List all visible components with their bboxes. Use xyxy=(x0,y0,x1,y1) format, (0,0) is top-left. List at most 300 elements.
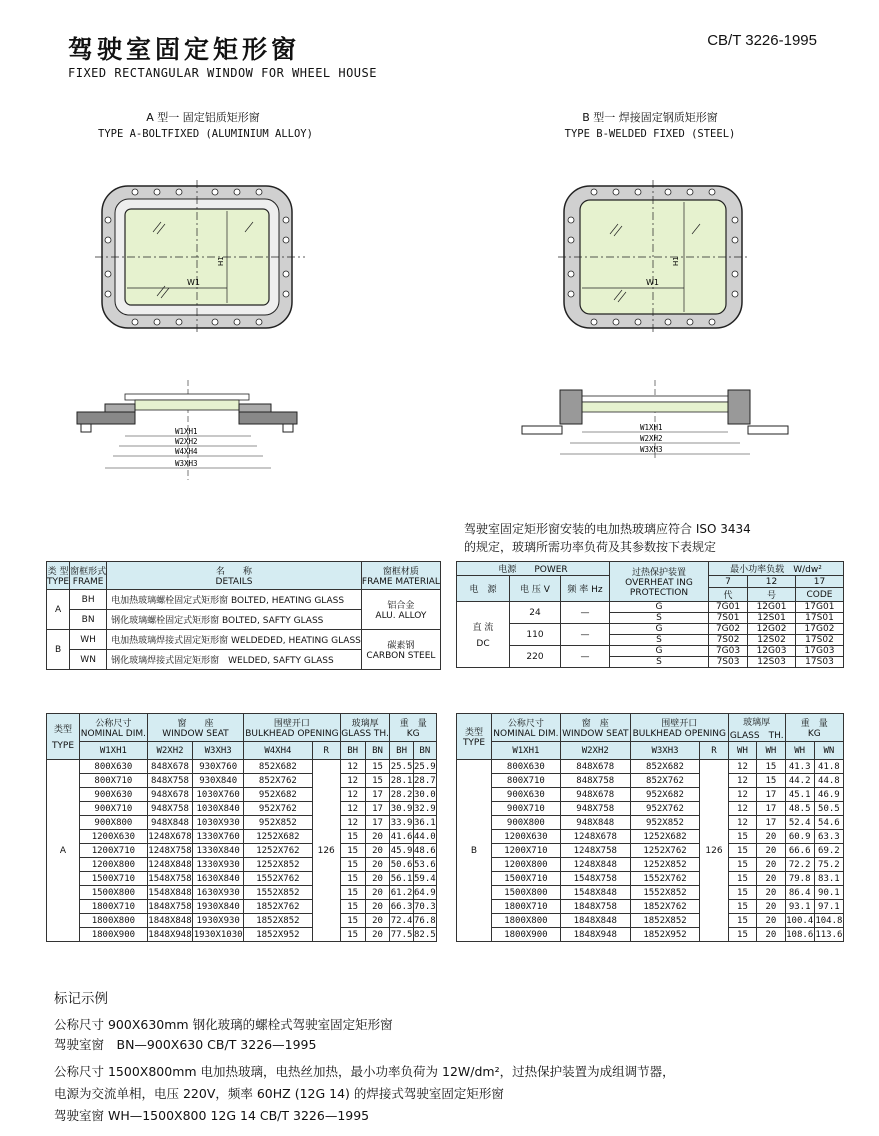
db-h-seat-en: WINDOW SEAT xyxy=(562,729,629,739)
table-row xyxy=(47,802,437,816)
pt-code: 17S01 xyxy=(795,613,843,624)
db-cell: 1852X852 xyxy=(630,914,699,928)
da-cell: 12 xyxy=(340,816,365,830)
a-w2xh2: W2XH2 xyxy=(175,437,198,446)
da-cell: 50.6 xyxy=(390,859,413,870)
db-h-bulk-cn: 围壁开口 xyxy=(661,719,698,729)
db-cell: 1252X682 xyxy=(630,830,699,844)
da-cell: 28.2 xyxy=(390,789,413,800)
da-cell: 59.4 xyxy=(414,873,436,884)
db-cell: 1248X848 xyxy=(560,858,630,872)
db-cell: 948X678 xyxy=(560,788,630,802)
pt-prot: S xyxy=(610,635,709,646)
type-b-front-drawing xyxy=(558,180,748,332)
pt-h-code-en: CODE xyxy=(795,588,843,602)
da-subheader: W3XH3 xyxy=(193,742,244,760)
pt-code: 12G03 xyxy=(748,646,796,657)
da-h-glass-cn: 玻璃厚 xyxy=(351,719,379,729)
h1-label: H1 xyxy=(217,256,225,266)
type-b-section-drawing xyxy=(520,380,790,460)
db-cell: 54.6 xyxy=(814,816,843,830)
da-cell: 848X758 xyxy=(147,774,192,788)
db-cell: 15 xyxy=(728,844,756,858)
db-cell: 15 xyxy=(728,928,756,942)
da-cell: 36.1 xyxy=(414,817,436,828)
db-cell: 15 xyxy=(728,858,756,872)
table-row xyxy=(457,900,844,914)
a-w3xh3: W3XH3 xyxy=(175,459,198,468)
db-cell: 1248X678 xyxy=(560,830,630,844)
w1-label-b: W1 xyxy=(646,278,659,287)
tt-mat-a-cn: 铝合金 xyxy=(387,601,415,611)
da-cell: 28.7 xyxy=(414,775,436,786)
db-cell: 12 xyxy=(728,774,756,788)
db-cell: 97.1 xyxy=(814,900,843,914)
iso-note-line1: 驾驶室固定矩形窗安装的电加热玻璃应符合 ISO 3434 xyxy=(464,522,751,536)
db-subheader: WH xyxy=(728,742,756,760)
da-cell: 1548X848 xyxy=(148,887,192,898)
pt-code: 7S02 xyxy=(709,635,748,646)
da-cell: 15 xyxy=(340,886,365,900)
pt-prot: G xyxy=(610,602,709,613)
tt-h-details-en: DETAILS xyxy=(215,577,253,587)
db-h-seat-cn: 窗 座 xyxy=(581,719,609,729)
da-cell: 1848X848 xyxy=(148,915,192,926)
da-cell: 1930X840 xyxy=(193,900,244,914)
pt-h-voltage: 电 压 V xyxy=(510,576,561,602)
db-cell: 1800X710 xyxy=(492,900,561,914)
db-cell: 83.1 xyxy=(814,872,843,886)
db-cell: 15 xyxy=(728,872,756,886)
da-cell: 12 xyxy=(340,760,365,774)
standard-code: CB/T 3226-1995 xyxy=(707,32,817,49)
db-cell: 104.8 xyxy=(815,915,843,926)
db-cell: 1552X852 xyxy=(630,886,699,900)
pt-prot: S xyxy=(610,657,709,668)
db-h-wt-en: KG xyxy=(807,729,821,739)
da-cell: 1852X762 xyxy=(244,900,313,914)
pt-code: 17G03 xyxy=(795,646,843,657)
pt-dc-cn: 直 流 xyxy=(472,623,494,633)
db-cell: 800X630 xyxy=(492,760,561,774)
db-cell: 1200X710 xyxy=(492,844,561,858)
b-w2xh2: W2XH2 xyxy=(640,434,663,443)
pt-code: 17S03 xyxy=(795,657,843,668)
da-cell: 20 xyxy=(365,928,390,942)
db-cell: 1200X630 xyxy=(492,830,561,844)
db-cell: 50.5 xyxy=(814,802,843,816)
da-h-seat-cn: 窗 座 xyxy=(177,719,214,729)
table-row xyxy=(457,774,844,788)
db-cell: 45.1 xyxy=(785,788,814,802)
da-cell: 1248X848 xyxy=(148,859,192,870)
db-cell: 20 xyxy=(757,844,785,858)
h1-label-b: H1 xyxy=(672,256,680,266)
type-a-caption xyxy=(98,109,313,140)
da-h-glass-en: GLASS TH. xyxy=(341,729,389,739)
da-cell: 17 xyxy=(365,788,390,802)
table-row xyxy=(457,858,844,872)
tt-details: 电加热玻璃焊接式固定矩形窗 WELDEDED, HEATING GLASS xyxy=(107,630,362,650)
db-h-nom-en: NOMINAL DIM. xyxy=(493,729,559,739)
type-a-front-drawing xyxy=(95,180,305,332)
tt-h-mat-en: FRAME MATERIAL xyxy=(361,577,440,587)
table-row xyxy=(457,872,844,886)
iso-note-line2: 的规定，玻璃所需功率负荷及其参数按下表规定 xyxy=(464,540,717,554)
marking-line2: 驾驶室窗 BN—900X630 CB/T 3226—1995 xyxy=(54,1037,317,1052)
da-cell: 15 xyxy=(365,774,390,788)
da-cell: 952X852 xyxy=(244,816,313,830)
pt-dash: — xyxy=(561,602,610,624)
table-row xyxy=(47,830,437,844)
da-cell: 1030X930 xyxy=(193,816,244,830)
table-row xyxy=(47,774,437,788)
da-cell: 852X762 xyxy=(244,774,313,788)
db-cell: 17 xyxy=(757,788,785,802)
pt-h-freq: 频 率 Hz xyxy=(561,576,610,602)
db-h-wt-cn: 重 量 xyxy=(800,719,828,729)
tt-frame: BH xyxy=(70,590,107,610)
tt-h-mat-cn: 窗框材质 xyxy=(382,567,419,577)
tt-mat-a-en: ALU. ALLOY xyxy=(375,611,427,621)
table-row xyxy=(47,844,437,858)
tt-type-a: A xyxy=(47,590,70,630)
da-cell: 15 xyxy=(340,914,365,928)
table-row xyxy=(47,858,437,872)
da-h-wt-en: KG xyxy=(406,729,420,739)
da-cell: 28.1 xyxy=(390,775,413,786)
da-cell: 17 xyxy=(365,816,390,830)
pt-voltage: 24 xyxy=(510,602,561,624)
db-subheader: W2XH2 xyxy=(560,742,630,760)
db-subheader: WH xyxy=(785,742,814,760)
pt-code: 17G02 xyxy=(795,624,843,635)
db-cell: 72.2 xyxy=(785,858,814,872)
da-cell: 930X840 xyxy=(193,774,244,788)
da-cell: 1030X840 xyxy=(193,802,244,816)
da-cell: 15 xyxy=(340,928,365,942)
da-subheader: W4XH4 xyxy=(244,742,313,760)
tt-h-frame-en: FRAME xyxy=(72,577,104,587)
db-cell: 1552X762 xyxy=(630,872,699,886)
table-row xyxy=(47,788,437,802)
db-cell: 20 xyxy=(757,830,785,844)
da-cell: 48.6 xyxy=(414,845,436,856)
da-cell: 56.1 xyxy=(390,873,413,884)
tt-type-b: B xyxy=(47,630,70,670)
da-cell: 20 xyxy=(365,872,390,886)
db-cell: 1848X758 xyxy=(560,900,630,914)
da-cell: 15 xyxy=(340,844,365,858)
db-h-glass-cn: 玻璃厚 xyxy=(743,717,771,728)
da-cell: 20 xyxy=(365,886,390,900)
da-subheader: BH xyxy=(390,742,413,760)
da-cell: 1248X678 xyxy=(148,831,192,842)
da-cell: 1800X710 xyxy=(80,900,148,914)
da-cell: 64.9 xyxy=(414,887,436,898)
dimension-table-b xyxy=(456,713,844,942)
b-w3xh3: W3XH3 xyxy=(640,445,663,454)
da-h-seat-en: WINDOW SEAT xyxy=(162,729,229,739)
da-cell: 1848X758 xyxy=(148,901,192,912)
db-cell: 17 xyxy=(757,816,785,830)
da-cell: 25.9 xyxy=(414,761,436,772)
db-subheader: W3XH3 xyxy=(630,742,699,760)
db-cell: 20 xyxy=(757,858,785,872)
da-r: 126 xyxy=(312,760,340,942)
db-cell: 952X852 xyxy=(630,816,699,830)
table-row xyxy=(47,872,437,886)
da-cell: 17 xyxy=(365,802,390,816)
pt-h-min-cn: 最小功率负载 xyxy=(730,565,785,575)
da-cell: 952X762 xyxy=(244,802,313,816)
db-cell: 60.9 xyxy=(785,830,814,844)
da-h-bulk-en: BULKHEAD OPENING xyxy=(245,729,339,739)
da-h-type-cn: 类型 xyxy=(53,725,72,735)
da-cell: 1852X852 xyxy=(244,914,313,928)
da-cell: 900X710 xyxy=(80,802,148,816)
pt-code: 12G02 xyxy=(748,624,796,635)
pt-voltage: 220 xyxy=(510,646,561,668)
table-row xyxy=(47,900,437,914)
db-cell: 86.4 xyxy=(785,886,814,900)
da-cell: 12 xyxy=(340,802,365,816)
type-b-caption-en: TYPE B-WELDED FIXED (STEEL) xyxy=(564,128,736,140)
da-cell: 20 xyxy=(365,914,390,928)
db-cell: 15 xyxy=(757,760,785,774)
tt-frame: WN xyxy=(70,650,107,670)
db-cell: 12 xyxy=(728,816,756,830)
table-row xyxy=(457,802,844,816)
pt-col-7: 7 xyxy=(709,576,748,588)
da-cell: 1630X840 xyxy=(193,872,244,886)
pt-code: 17G01 xyxy=(795,602,843,613)
da-cell: 1030X760 xyxy=(193,788,244,802)
pt-h-min-unit: W/dw² xyxy=(793,565,822,575)
pt-code: 12S01 xyxy=(748,613,796,624)
da-cell: 848X678 xyxy=(147,760,192,774)
da-cell: 1330X930 xyxy=(193,858,244,872)
da-cell: 53.6 xyxy=(414,859,436,870)
db-cell: 952X762 xyxy=(630,802,699,816)
da-cell: 1852X952 xyxy=(244,928,313,942)
pt-dash: — xyxy=(561,646,610,668)
da-type: A xyxy=(47,760,80,942)
pt-code: 7G02 xyxy=(709,624,748,635)
da-cell: 1200X630 xyxy=(80,830,148,844)
da-cell: 900X630 xyxy=(80,788,148,802)
db-h-nom-cn: 公称尺寸 xyxy=(507,719,544,729)
marking-line3: 公称尺寸 1500X800mm 电加热玻璃，电热丝加热，最小功率负荷为 12W/dm²，过热保护装置为成组调节器， xyxy=(54,1064,675,1079)
db-cell: 1500X800 xyxy=(492,886,561,900)
da-cell: 15 xyxy=(365,760,390,774)
pt-code: 7S01 xyxy=(709,613,748,624)
da-cell: 41.6 xyxy=(390,831,413,842)
db-cell: 1852X952 xyxy=(630,928,699,942)
db-cell: 952X682 xyxy=(630,788,699,802)
da-cell: 44.0 xyxy=(414,831,436,842)
db-cell: 41.3 xyxy=(785,760,814,774)
db-subheader: W1XH1 xyxy=(492,742,561,760)
db-cell: 1252X852 xyxy=(630,858,699,872)
table-row xyxy=(457,844,844,858)
da-cell: 25.5 xyxy=(390,761,413,772)
db-cell: 15 xyxy=(728,886,756,900)
da-h-wt-cn: 重 量 xyxy=(399,719,427,729)
da-cell: 1930X930 xyxy=(193,914,244,928)
table-row xyxy=(457,914,844,928)
db-cell: 900X710 xyxy=(492,802,561,816)
pt-h-over-en1: OVERHEAT ING xyxy=(625,578,693,588)
b-w1xh1: W1XH1 xyxy=(640,423,663,432)
db-cell: 46.9 xyxy=(814,788,843,802)
pt-code: 12S03 xyxy=(748,657,796,668)
type-a-caption-cn: A 型一 固定铝质矩形窗 xyxy=(146,111,260,124)
db-cell: 63.3 xyxy=(814,830,843,844)
da-cell: 61.2 xyxy=(390,887,413,898)
da-cell: 15 xyxy=(340,900,365,914)
table-row xyxy=(47,928,437,942)
da-subheader: W1XH1 xyxy=(80,742,148,760)
da-cell: 948X758 xyxy=(147,802,192,816)
db-cell: 900X630 xyxy=(492,788,561,802)
db-subheader: WN xyxy=(814,742,843,760)
pt-code: 12S02 xyxy=(748,635,796,646)
pt-dash: — xyxy=(561,624,610,646)
da-cell: 76.8 xyxy=(414,915,436,926)
da-cell: 930X760 xyxy=(193,760,244,774)
tt-frame: WH xyxy=(70,630,107,650)
pt-prot: G xyxy=(610,624,709,635)
pt-col-17: 17 xyxy=(795,576,843,588)
pt-code: 7S03 xyxy=(709,657,748,668)
db-cell: 52.4 xyxy=(785,816,814,830)
table-row xyxy=(457,928,844,942)
w1-label: W1 xyxy=(187,278,200,287)
da-cell: 800X630 xyxy=(80,760,148,774)
da-cell: 77.5 xyxy=(390,929,413,940)
pt-code: 7G03 xyxy=(709,646,748,657)
da-cell: 20 xyxy=(365,900,390,914)
db-cell: 1800X800 xyxy=(492,914,561,928)
a-w1xh1: W1XH1 xyxy=(175,427,198,436)
db-cell: 1200X800 xyxy=(492,858,561,872)
da-cell: 30.9 xyxy=(390,803,413,814)
da-cell: 1552X852 xyxy=(244,886,313,900)
db-cell: 848X678 xyxy=(560,760,630,774)
db-cell: 100.4 xyxy=(786,915,814,926)
dimension-table-a xyxy=(46,713,437,942)
db-type: B xyxy=(457,760,492,942)
db-cell: 15 xyxy=(728,900,756,914)
table-row xyxy=(457,830,844,844)
db-cell: 69.2 xyxy=(814,844,843,858)
tt-h-type-cn: 类 型 xyxy=(47,567,69,577)
db-subheader: R xyxy=(700,742,729,760)
da-cell: 66.3 xyxy=(390,901,413,912)
db-cell: 79.8 xyxy=(785,872,814,886)
table-row xyxy=(457,886,844,900)
da-cell: 1252X852 xyxy=(244,858,313,872)
power-table xyxy=(456,561,844,668)
marking-heading: 标记示例 xyxy=(54,991,108,1007)
pt-code: 17S02 xyxy=(795,635,843,646)
da-cell: 70.3 xyxy=(414,901,436,912)
da-cell: 900X800 xyxy=(80,816,148,830)
db-r: 126 xyxy=(700,760,729,942)
pt-h-power: 电源 POWER xyxy=(457,562,610,576)
table-row xyxy=(47,914,437,928)
da-cell: 952X682 xyxy=(244,788,313,802)
tt-mat-b-en: CARBON STEEL xyxy=(366,651,436,661)
table-row xyxy=(457,788,844,802)
db-cell: 900X800 xyxy=(492,816,561,830)
da-cell: 1630X930 xyxy=(193,886,244,900)
type-a-caption-en: TYPE A-BOLTFIXED (ALUMINIUM ALLOY) xyxy=(98,128,313,140)
da-cell: 1248X758 xyxy=(148,845,192,856)
db-cell: 44.8 xyxy=(814,774,843,788)
type-b-caption xyxy=(545,109,755,140)
pt-h-source: 电 源 xyxy=(457,576,510,602)
tt-details: 钢化玻璃焊接式固定矩形窗 WELDED, SAFTY GLASS xyxy=(107,650,362,670)
db-h-type-en: TYPE xyxy=(462,738,486,748)
tt-details: 电加热玻璃螺栓固定式矩形窗 BOLTED, HEATING GLASS xyxy=(107,590,362,610)
db-cell: 1848X848 xyxy=(560,914,630,928)
da-h-nom-en: NOMINAL DIM. xyxy=(80,729,146,739)
pt-code: 12G01 xyxy=(748,602,796,613)
pt-prot: G xyxy=(610,646,709,657)
db-cell: 1848X948 xyxy=(560,928,630,942)
db-subheader: WH xyxy=(757,742,785,760)
iso-note xyxy=(464,520,751,556)
da-subheader: W2XH2 xyxy=(147,742,192,760)
marking-line5: 驾驶室窗 WH—1500X800 12G 14 CB/T 3226—1995 xyxy=(54,1108,370,1123)
tt-frame: BN xyxy=(70,610,107,630)
da-cell: 32.9 xyxy=(414,803,436,814)
page-title: 驾驶室固定矩形窗 xyxy=(68,35,301,64)
db-cell: 15 xyxy=(728,830,756,844)
marking-line4: 电源为交流单相，电压 220V，频率 60HZ (12G 14) 的焊接式驾驶室固定矩形窗 xyxy=(54,1086,504,1101)
da-subheader: BH xyxy=(340,742,365,760)
db-cell: 15 xyxy=(757,774,785,788)
db-cell: 948X848 xyxy=(560,816,630,830)
db-cell: 1252X762 xyxy=(630,844,699,858)
da-cell: 45.9 xyxy=(390,845,413,856)
da-cell: 1200X710 xyxy=(80,844,148,858)
da-cell: 1330X840 xyxy=(193,844,244,858)
db-cell: 12 xyxy=(728,788,756,802)
db-cell: 20 xyxy=(757,900,785,914)
da-cell: 20 xyxy=(365,844,390,858)
da-h-type-en: TYPE xyxy=(51,741,75,751)
pt-h-code-cn2: 号 xyxy=(748,588,796,602)
db-cell: 113.6 xyxy=(815,929,843,940)
db-cell: 20 xyxy=(757,928,785,942)
da-cell: 20 xyxy=(365,830,390,844)
tt-mat-b-cn: 碳素钢 xyxy=(387,641,415,651)
pt-voltage: 110 xyxy=(510,624,561,646)
da-cell: 1330X760 xyxy=(193,830,244,844)
da-cell: 1500X710 xyxy=(80,872,148,886)
db-cell: 1548X848 xyxy=(560,886,630,900)
da-subheader: R xyxy=(312,742,340,760)
db-cell: 108.6 xyxy=(786,929,814,940)
da-cell: 15 xyxy=(340,858,365,872)
da-h-bulk-cn: 围壁开口 xyxy=(273,719,310,729)
da-cell: 852X682 xyxy=(244,760,313,774)
tt-details: 钢化玻璃螺栓固定式矩形窗 BOLTED, SAFTY GLASS xyxy=(107,610,362,630)
marking-line1: 公称尺寸 900X630mm 钢化玻璃的螺栓式驾驶室固定矩形窗 xyxy=(54,1017,393,1032)
